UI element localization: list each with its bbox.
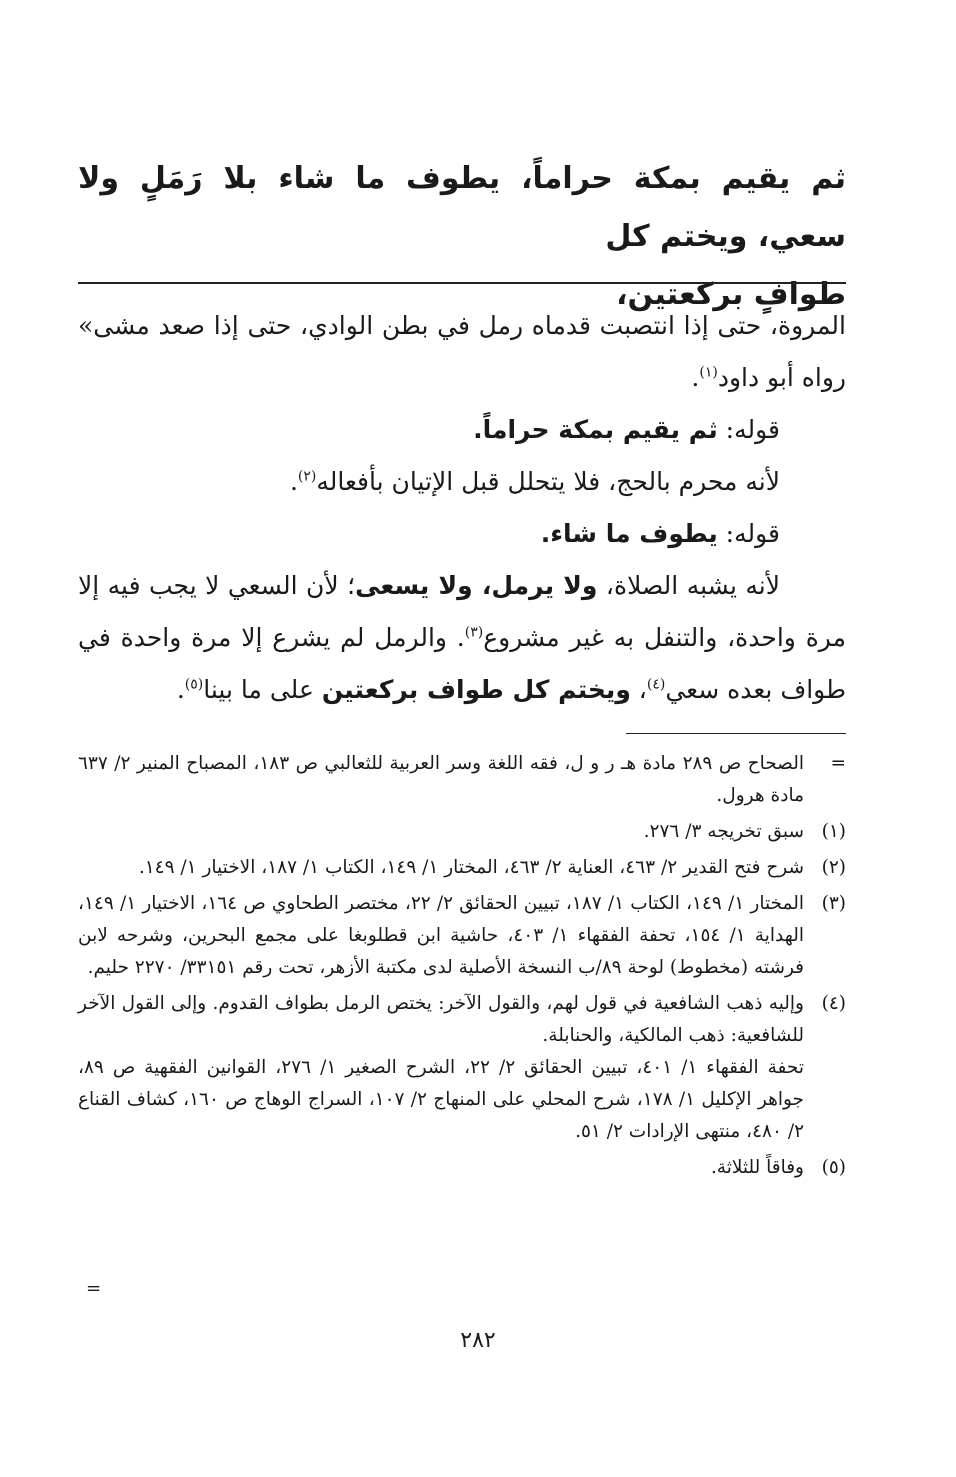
page-number: ٢٨٢ — [460, 1328, 496, 1353]
footnotes-block — [78, 748, 846, 1188]
footnote-ref-1[interactable]: (١) — [699, 364, 718, 381]
matn-separator — [78, 282, 846, 284]
sharh-block — [78, 300, 846, 716]
footnote-text: الصحاح ص ٢٨٩ مادة هـ ر و ل، فقه اللغة وسر العربية للثعالبي ص ١٨٣، المصباح المنير ٢/ ٦٣٧ مادة هرول. — [78, 753, 804, 806]
footnote-text: المختار ١/ ١٤٩، الكتاب ١/ ١٨٧، تبيين الحقائق ٢/ ٢٢، مختصر الطحاوي ص ١٦٤، الاختيار ١/ ١٤٩، الهداية ١/ ١٥٤، تحفة الفقهاء ١/ ٤٠٣، حاشية ابن قطلوبغا على مجمع البحرين، وشرحه لابن فرشته (مخطوط) لوحة ٨٩/ب النسخة الأصلية لدى مكتبة الأزهر، تحت رقم ٣٣١٥١/ ٢٢٧٠ حليم. — [78, 893, 805, 978]
footnotes-separator — [626, 733, 846, 734]
footnote-number: = — [830, 753, 846, 774]
footnote-number: (٥) — [821, 1157, 846, 1178]
sharh-paragraph-3: لأنه يشبه الصلاة، ولا يرمل، ولا يسعى؛ لأن السعي لا يجب فيه إلا مرة واحدة، والتنفل به غير مشروع$^{(٣)}$. والرمل لم يشرع إلا مرة واحدة في طواف بعده سعي$^{(٤)}$، ويختم كل طواف بركعتين على ما بينا$^{(٥)}$. — [78, 571, 846, 704]
matn-text — [78, 150, 846, 324]
footnote-text-b: تحفة الفقهاء ١/ ٤٠١، تبيين الحقائق ٢/ ٢٢، الشرح الصغير ١/ ٢٧٦، القوانين الفقهية ص ٨٩، جواهر الإكليل ١/ ١٧٨، شرح المحلي على المنهاج ٢/ ١٠٧، السراج الوهاج ص ١٦٠، كشاف القناع ٢/ ٤٨٠، منتهى الإرادات ٢/ ٥١. — [78, 1057, 804, 1142]
matn-line-2: طوافٍ بركعتين، — [616, 277, 846, 312]
footnote-number: (٤) — [821, 993, 846, 1014]
footnote-number: (١) — [821, 821, 846, 842]
footnote-5 — [78, 1152, 846, 1184]
footnote-number: (٣) — [821, 893, 846, 914]
sharh-qawluhu-2: قوله: يطوف ما شاء. — [540, 519, 780, 548]
footnote-text: وفاقاً للثلاثة. — [710, 1157, 804, 1178]
matn-block — [78, 150, 846, 324]
footnote-text: سبق تخريجه ٣/ ٢٧٦. — [643, 821, 804, 842]
footnote-ref-5[interactable]: (٥) — [184, 676, 204, 693]
sharh-qawluhu-1: قوله: ثم يقيم بمكة حراماً. — [473, 415, 780, 444]
footnote-3 — [78, 888, 846, 984]
footnote-ref-3[interactable]: (٣) — [464, 624, 484, 641]
footnote-2 — [78, 852, 846, 884]
footnote-number: (٢) — [821, 857, 846, 878]
footnote-text: شرح فتح القدير ٢/ ٤٦٣، العناية ٢/ ٤٦٣، المختار ١/ ١٤٩، الكتاب ١/ ١٨٧، الاختيار ١/ ١٤٩. — [138, 857, 804, 878]
continues-mark: = — [86, 1278, 102, 1299]
footnote-text-a: وإليه ذهب الشافعية في قول لهم، والقول الآخر: يختص الرمل بطواف القدوم. وإلى القول الآخر للشافعية: ذهب المالكية، والحنابلة. — [78, 993, 804, 1046]
footnote-ref-2[interactable]: (٢) — [297, 468, 317, 485]
footnote-4 — [78, 988, 846, 1148]
matn-line-1: ثم يقيم بمكة حراماً، يطوف ما شاء بلا رَمَلٍ ولا سعي، ويختم كل — [78, 161, 846, 254]
footnote-1 — [78, 816, 846, 848]
sharh-paragraph-2: لأنه محرم بالحج، فلا يتحلل قبل الإتيان بأفعاله$^{(٢)}$. — [289, 467, 780, 496]
footnote-continued — [78, 748, 846, 812]
sharh-paragraph-1: المروة، حتى إذا انتصبت قدماه رمل في بطن الوادي، حتى إذا صعد مشى» رواه أبو داود$^{(١)}$. — [78, 311, 846, 392]
footnote-ref-4[interactable]: (٤) — [646, 676, 666, 693]
